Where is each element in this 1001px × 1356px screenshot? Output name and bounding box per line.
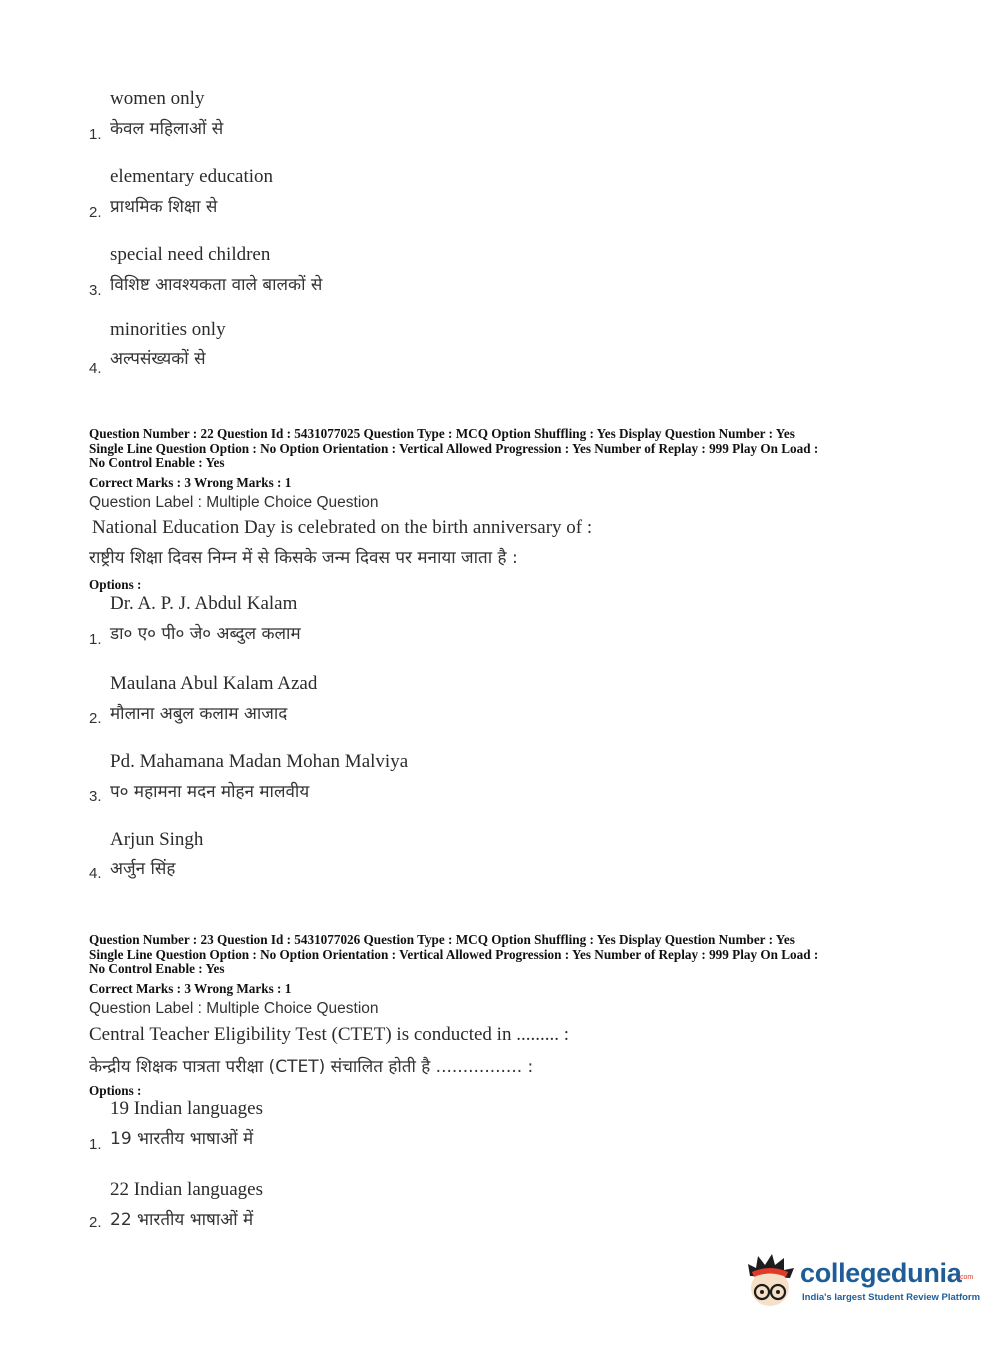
option-english: Maulana Abul Kalam Azad (110, 673, 318, 694)
brand-tagline: India's largest Student Review Platform (802, 1292, 981, 1303)
option-number: 3. (89, 788, 102, 805)
marks-info: Correct Marks : 3 Wrong Marks : 1 (89, 981, 292, 996)
brand-dot-com: .com (958, 1274, 974, 1281)
option-english: Arjun Singh (110, 829, 204, 850)
option-english: 22 Indian languages (110, 1179, 264, 1200)
meta-line: Single Line Question Option : No Option Orientation : Vertical Allowed Progression : Yes Number of Replay : 999 Play On Load : (89, 440, 819, 456)
question-text-english: National Education Day is celebrated on the birth anniversary of : (92, 517, 593, 538)
meta-line: Single Line Question Option : No Option Orientation : Vertical Allowed Progression : Yes Number of Replay : 999 Play On Load : (89, 946, 819, 962)
option-english: 19 Indian languages (110, 1098, 264, 1119)
question-text-hindi: राष्ट्रीय शिक्षा दिवस निम्न में से किसके जन्म दिवस पर मनाया जाता है : (89, 548, 518, 568)
option-number: 2. (89, 1214, 102, 1231)
question-text-english: Central Teacher Eligibility Test (CTET) is conducted in ......... : (89, 1024, 569, 1045)
option-number: 2. (89, 204, 102, 221)
meta-line: Question Number : 23 Question Id : 5431077026 Question Type : MCQ Option Shuffling : Yes Display Question Number : Yes (89, 932, 795, 947)
mascot-icon (742, 1252, 800, 1312)
option-english: women only (110, 88, 205, 109)
option-hindi: 22 भारतीय भाषाओं में (110, 1210, 254, 1230)
option-number: 3. (89, 282, 102, 299)
option-hindi: प० महामना मदन मोहन मालवीय (110, 782, 310, 802)
option-english: minorities only (110, 319, 226, 340)
collegedunia-logo (742, 1252, 981, 1312)
option-english: elementary education (110, 166, 274, 187)
brand-name: collegedunia (800, 1258, 962, 1288)
marks-info: Correct Marks : 3 Wrong Marks : 1 (89, 475, 292, 490)
option-english: special need children (110, 244, 271, 265)
meta-line: No Control Enable : Yes (89, 961, 225, 977)
option-hindi: डा० ए० पी० जे० अब्दुल कलाम (110, 624, 301, 644)
question-meta (89, 933, 919, 977)
option-number: 4. (89, 360, 102, 377)
question-label: Question Label : Multiple Choice Question (89, 1000, 379, 1017)
option-hindi: अल्पसंख्यकों से (110, 349, 206, 369)
question-meta (89, 427, 919, 471)
option-hindi: केवल महिलाओं से (110, 119, 224, 139)
option-number: 2. (89, 710, 102, 727)
option-number: 1. (89, 1136, 102, 1153)
options-label: Options : (89, 577, 142, 592)
option-hindi: मौलाना अबुल कलाम आजाद (110, 704, 288, 724)
question-text-hindi: केन्द्रीय शिक्षक पात्रता परीक्षा (CTET) संचालित होती है ................ : (89, 1057, 534, 1077)
meta-line: Question Number : 22 Question Id : 5431077025 Question Type : MCQ Option Shuffling : Yes Display Question Number : Yes (89, 426, 795, 441)
option-hindi: प्राथमिक शिक्षा से (110, 197, 218, 217)
option-english: Pd. Mahamana Madan Mohan Malviya (110, 751, 409, 772)
option-hindi: अर्जुन सिंह (110, 859, 176, 879)
option-number: 1. (89, 126, 102, 143)
option-number: 4. (89, 865, 102, 882)
option-english: Dr. A. P. J. Abdul Kalam (110, 593, 298, 614)
option-hindi: 19 भारतीय भाषाओं में (110, 1129, 254, 1149)
options-label: Options : (89, 1083, 142, 1098)
question-label: Question Label : Multiple Choice Question (89, 494, 379, 511)
meta-line: No Control Enable : Yes (89, 455, 225, 471)
option-number: 1. (89, 631, 102, 648)
option-hindi: विशिष्ट आवश्यकता वाले बालकों से (110, 275, 323, 295)
